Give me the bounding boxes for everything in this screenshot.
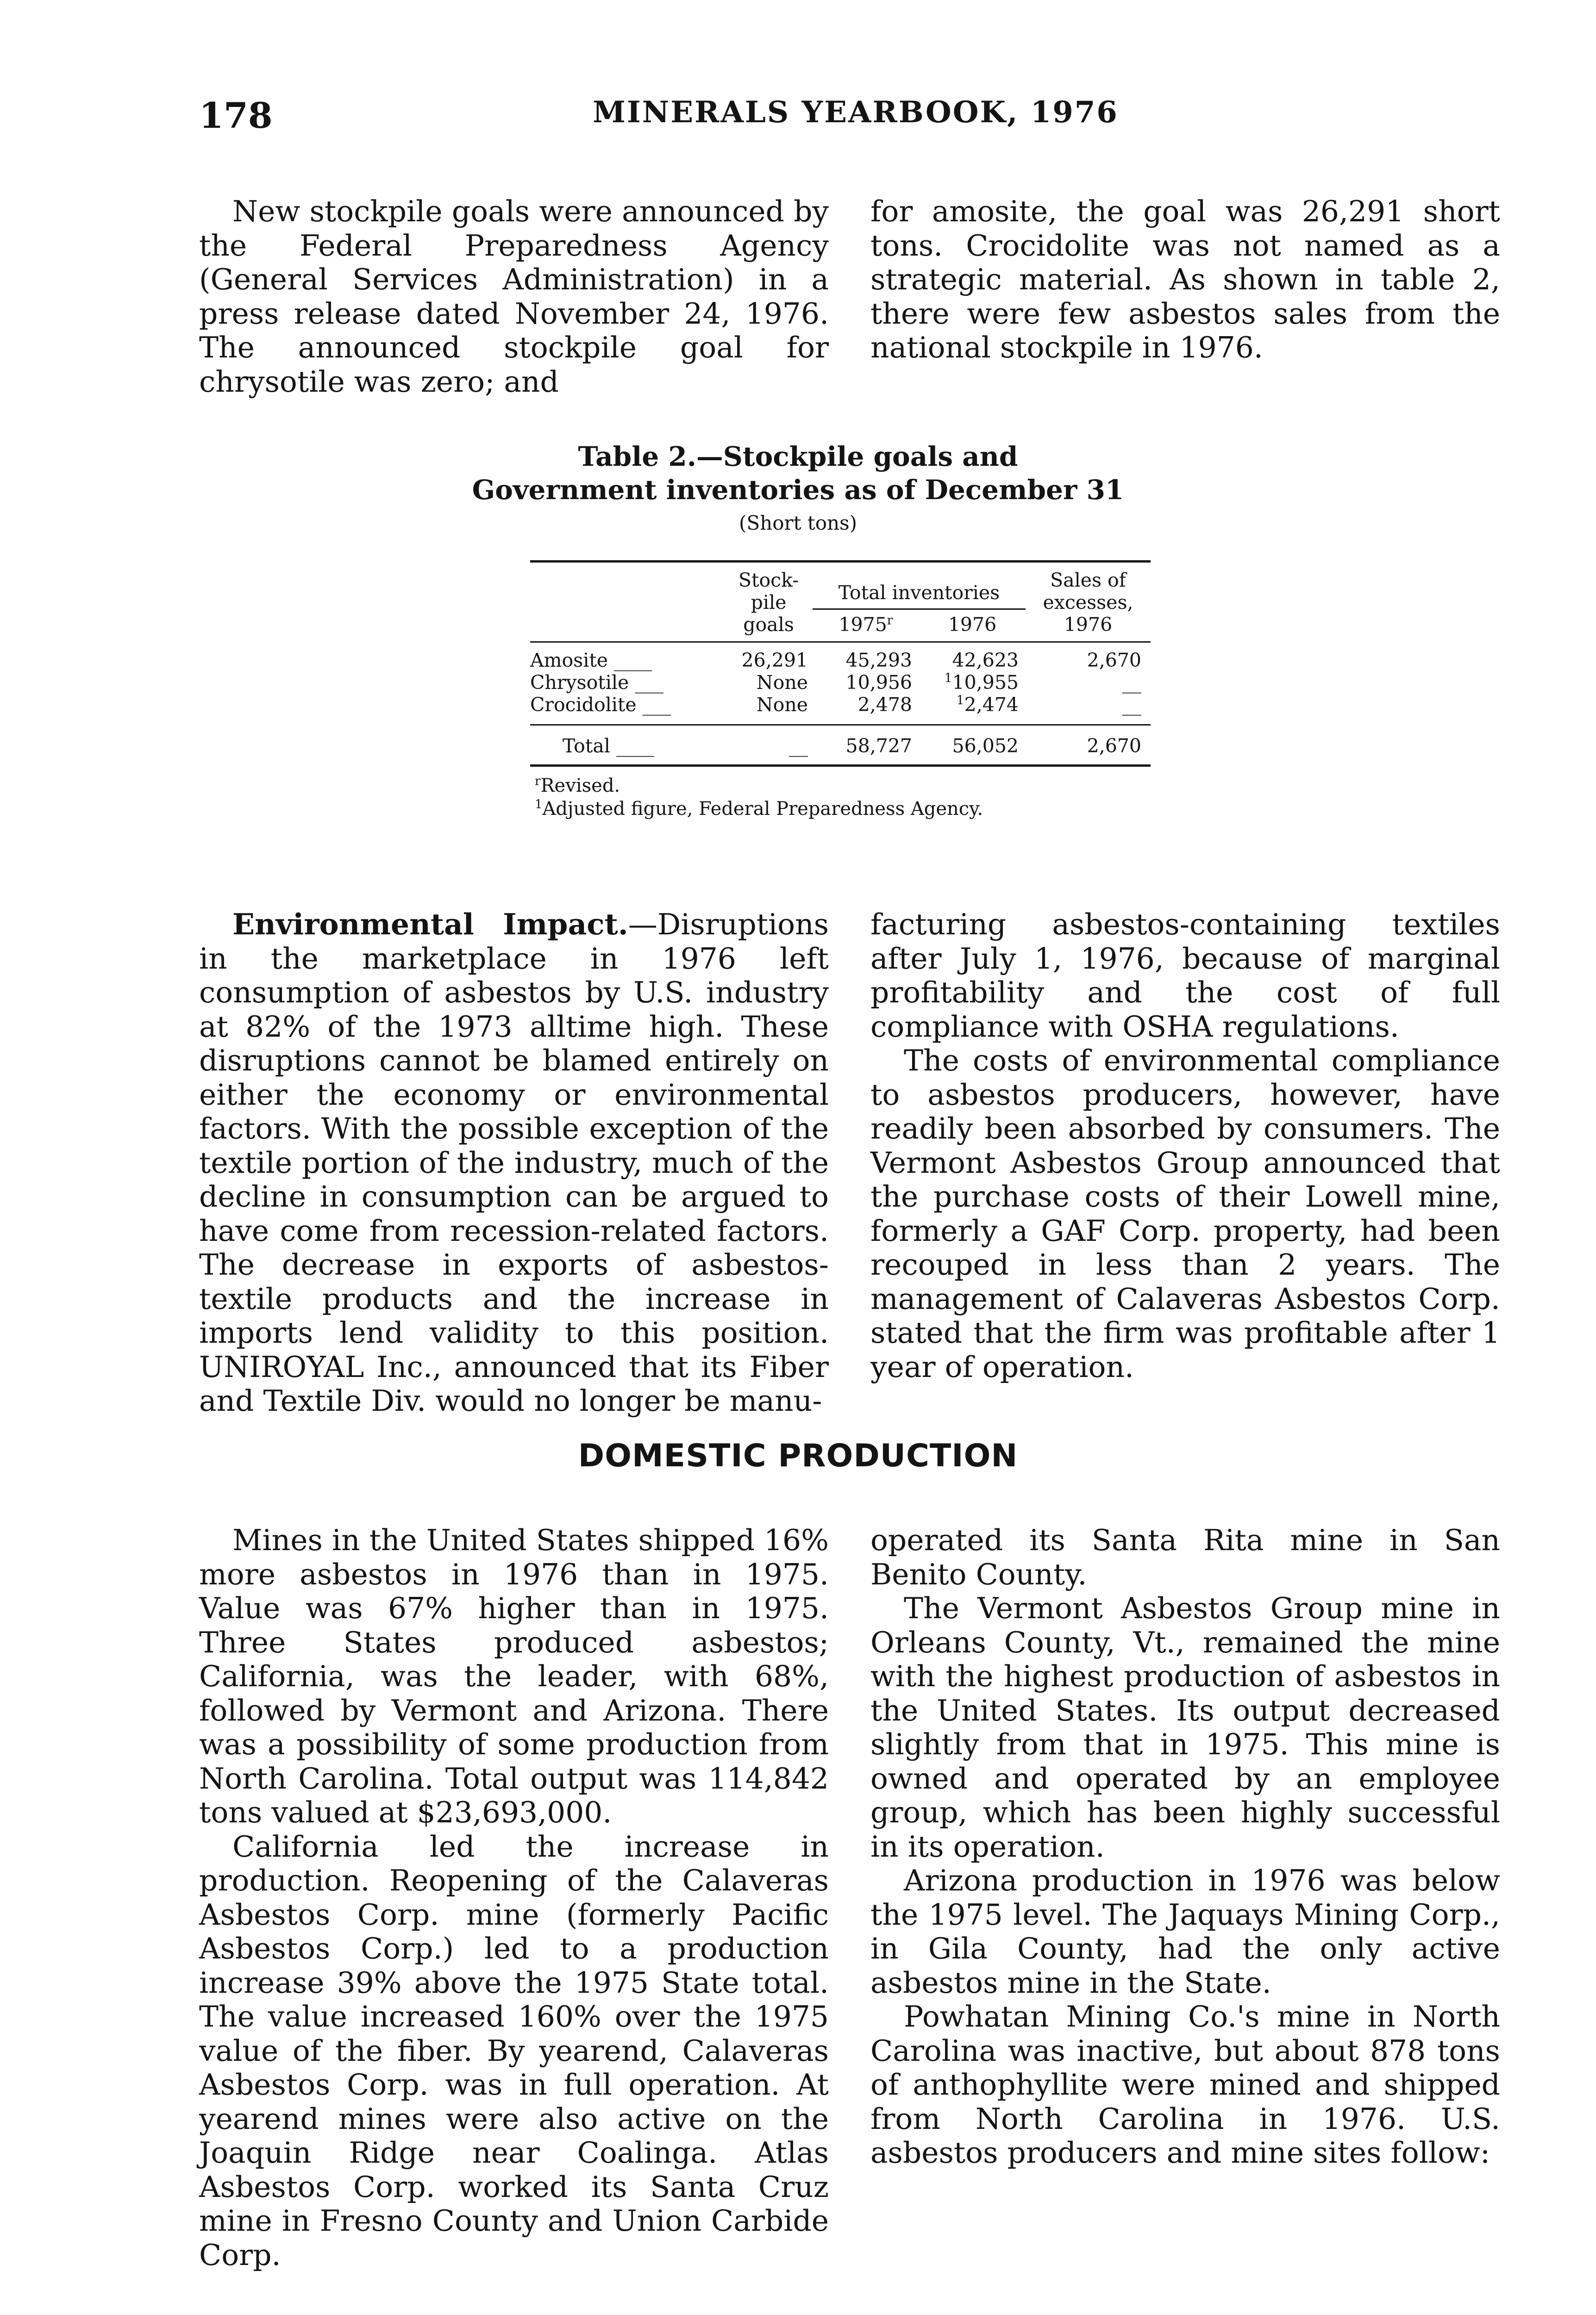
header-1975: 1975$^r$: [839, 613, 893, 636]
environmental-right-column: [870, 907, 1500, 1418]
environmental-section: [199, 907, 1500, 1418]
table-title-line-1: Table 2.—Stockpile goals and: [578, 441, 1018, 472]
table-body: [530, 643, 1151, 724]
domestic-left-paragraph-2: California led the increase in production. Reopening of the Calaveras Asbestos Corp. mine (formerly Pacific Asbestos Corp.) led to a production increase 39% above the 1975 State total. The value increased 160% over the 1975 value of the fiber. By yearend, Calaveras Asbestos Corp. was in full operation. At yearend mines were also active on the Joaquin Ridge near Coalinga. Atlas Asbestos Corp. worked its Santa Cruz mine in Fresno County and Union Carbide Corp.: [199, 1829, 829, 2272]
total-sales: 2,670: [1087, 735, 1141, 757]
page-number: 178: [199, 95, 273, 136]
intro-left-column: [199, 194, 829, 399]
header-total-inventories: Total inventories: [838, 582, 1000, 604]
running-title: MINERALS YEARBOOK, 1976: [593, 95, 1119, 130]
cell-goals: None: [756, 671, 808, 694]
domestic-left-paragraph-1: Mines in the United States shipped 16% more asbestos in 1976 than in 1975. Value was 67% higher than in 1975. Three States produced asbestos; California, was the leader, with 68%, followed by Vermont and Arizona. There was a possibility of some production from North Carolina. Total output was 114,842 tons valued at $23,693,000.: [199, 1523, 829, 1829]
table-row: [530, 649, 1151, 671]
intro-right-column: [870, 194, 1500, 399]
table-row: [530, 694, 1151, 716]
cell-sales: 2,670: [1087, 649, 1141, 671]
domestic-right-paragraph-3: Arizona production in 1976 was below the 1975 level. The Jaquays Mining Corp., in Gila County, had the only active asbestos mine in the State.: [870, 1864, 1500, 2000]
footnote: $^r$Revised.: [535, 774, 620, 796]
total-inv-1975: 58,727: [845, 735, 912, 757]
environmental-right-paragraph-1: facturing asbestos-containing textiles after July 1, 1976, because of marginal profitability and the cost of full compliance with OSHA regulations.: [870, 907, 1500, 1044]
header-sales: Sales of excesses, 1976: [1043, 569, 1133, 636]
row-label: Crocidolite ___: [530, 694, 671, 716]
row-label: Amosite ____: [530, 649, 652, 671]
environmental-body: —Disruptions in the marketplace in 1976 left consumption of asbestos by U.S. industry at 82% of the 1973 alltime high. These disruptions cannot be blamed entirely on either the economy or environmental factors. With the possible exception of the textile portion of the industry, much of the decline in consumption can be argued to have come from recession-related factors. The decrease in exports of asbestos-textile products and the increase in imports lend validity to this position. UNIROYAL Inc., announced that its Fiber and Textile Div. would no longer be manu-: [199, 907, 829, 1418]
cell-inv-1975: 45,293: [845, 649, 912, 671]
section-heading-domestic-production: DOMESTIC PRODUCTION: [578, 1438, 1018, 1474]
domestic-right-paragraph-4: Powhatan Mining Co.'s mine in North Carolina was inactive, but about 878 tons of anthophyllite were mined and shipped from North Carolina in 1976. U.S. asbestos producers and mine sites follow:: [870, 2000, 1500, 2170]
table-row: [530, 671, 1151, 694]
domestic-right-column: [870, 1523, 1500, 2272]
header-years: [813, 608, 1026, 636]
total-inv-1976: 56,052: [952, 735, 1019, 757]
footnote: $^1$Adjusted figure, Federal Preparedness Agency.: [535, 797, 983, 820]
cell-goals: None: [756, 694, 808, 716]
revised-mark: r: [887, 613, 893, 628]
domestic-right-paragraph-1: operated its Santa Rita mine in San Benito County.: [870, 1523, 1500, 1591]
cell-inv-1976: $^1$2,474: [956, 693, 1019, 716]
intro-left-paragraph: New stockpile goals were announced by the Federal Preparedness Agency (General Services Administration) in a press release dated November 24, 1976. The announced stockpile goal for chrysotile was zero; and: [199, 194, 829, 399]
cell-sales: __: [1122, 694, 1141, 716]
table-header-row: [530, 563, 1151, 641]
domestic-right-paragraph-2: The Vermont Asbestos Group mine in Orleans County, Vt., remained the mine with the highest production of asbestos in the United States. Its output decreased slightly from that in 1975. This mine is owned and operated by an employee group, which has been highly successful in its operation.: [870, 1591, 1500, 1864]
header-1976: 1976: [948, 613, 997, 636]
cell-inv-1976: $^1$10,955: [944, 671, 1019, 694]
page-header: [0, 95, 1596, 150]
row-label: Chrysotile ___: [530, 671, 663, 694]
header-goals: Stock-pile goals: [738, 569, 799, 636]
table-total-row: [530, 726, 1151, 764]
table-title-line-2: Government inventories as of December 31: [472, 474, 1124, 506]
table-title: [0, 440, 1596, 507]
environmental-heading: Environmental Impact.: [232, 907, 628, 941]
environmental-right-paragraph-2: The costs of environmental compliance to asbestos producers, however, have readily been absorbed by consumers. The Vermont Asbestos Group announced that the purchase costs of their Lowell mine, formerly a GAF Corp. property, had been recouped in less than 2 years. The management of Calaveras Asbestos Corp. stated that the firm was profitable after 1 year of operation.: [870, 1044, 1500, 1384]
domestic-left-column: [199, 1523, 829, 2272]
cell-inv-1975: 10,956: [845, 671, 912, 694]
cell-sales: __: [1122, 671, 1141, 694]
header-inventories: [813, 582, 1026, 636]
total-label: Total ____: [563, 735, 654, 757]
intro-section: [199, 194, 1500, 399]
cell-inv-1975: 2,478: [857, 694, 912, 716]
table-footnotes: [530, 767, 1151, 820]
intro-right-paragraph: for amosite, the goal was 26,291 short tons. Crocidolite was not named as a strategic material. As shown in table 2, there were few asbestos sales from the national stockpile in 1976.: [870, 194, 1500, 364]
total-goals: __: [789, 735, 808, 757]
domestic-section: [199, 1523, 1500, 2272]
cell-inv-1976: 42,623: [952, 649, 1019, 671]
environmental-left-column: [199, 907, 829, 1418]
stockpile-table: [530, 560, 1151, 820]
cell-goals: 26,291: [741, 649, 808, 671]
environmental-paragraph: [199, 907, 829, 1418]
table-units: (Short tons): [739, 512, 857, 534]
